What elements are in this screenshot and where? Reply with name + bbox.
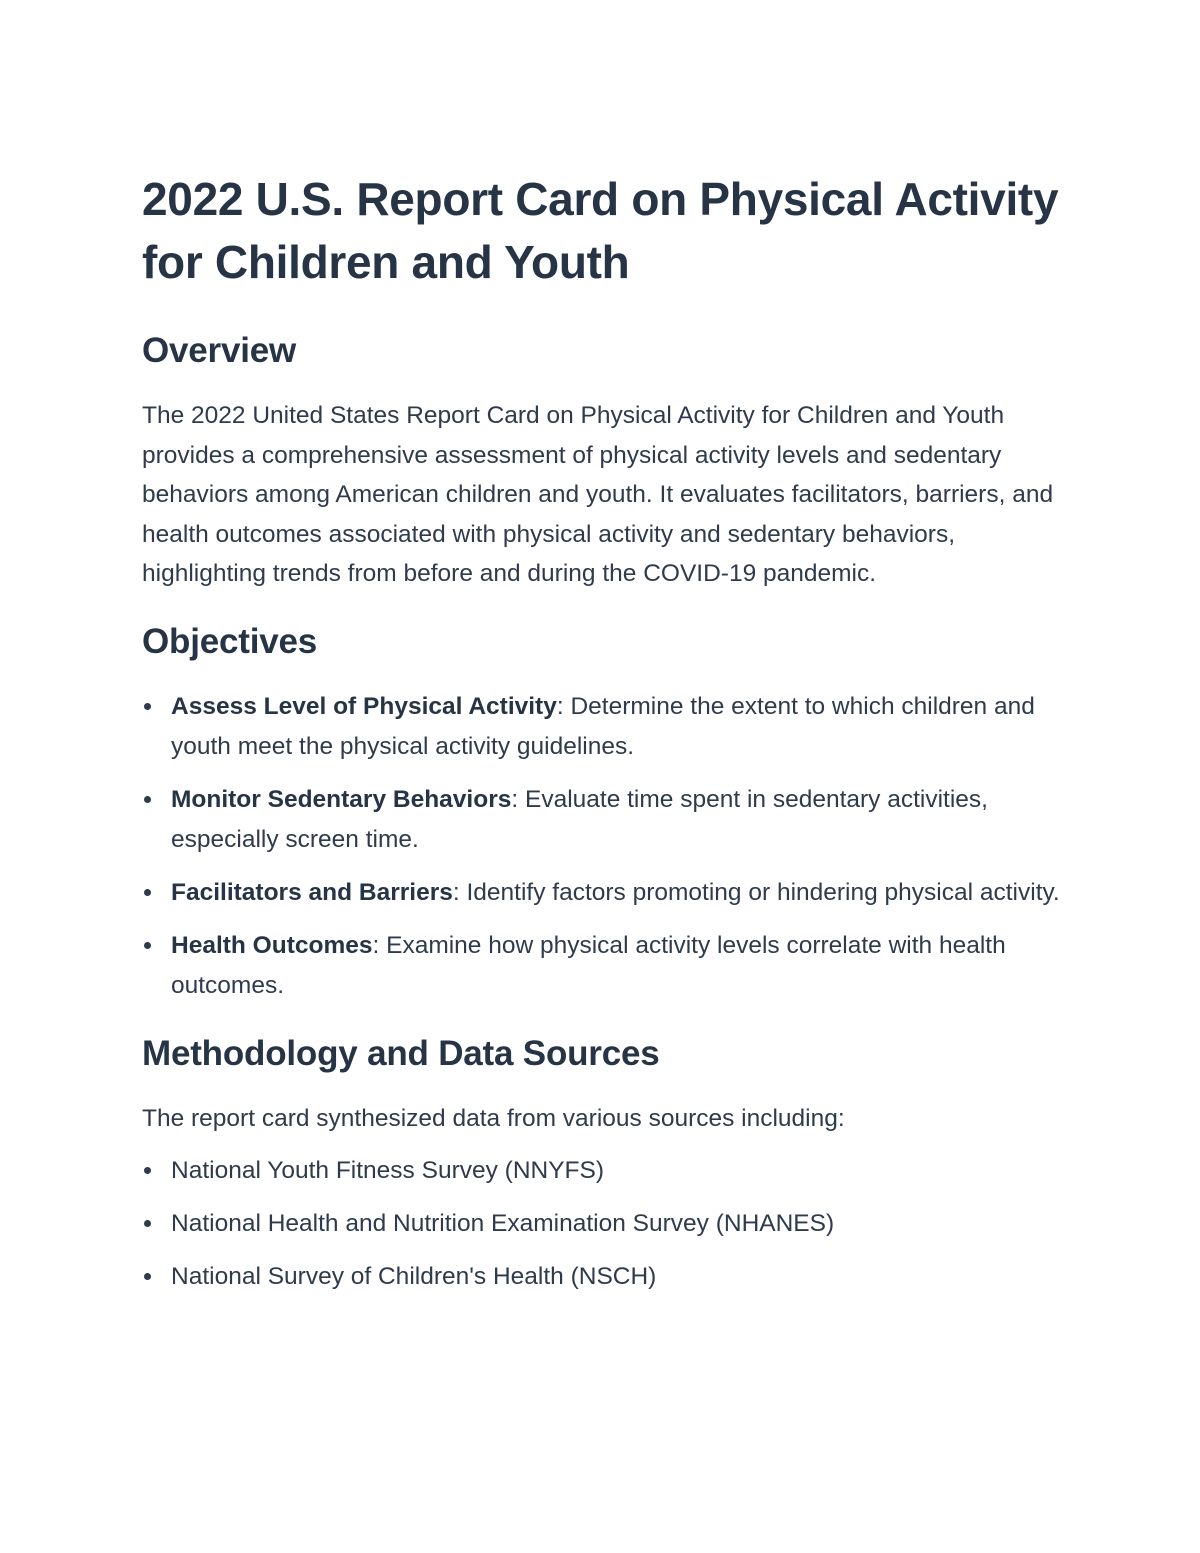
data-sources-list (142, 1151, 1062, 1297)
bullet-icon (144, 1273, 151, 1280)
objective-item (142, 873, 1062, 913)
bullet-icon (144, 942, 151, 949)
objectives-heading: Objectives (142, 621, 318, 661)
objective-term: Facilitators and Barriers (171, 878, 453, 906)
objective-description: : Determine the extent to which children and youth meet the physical activity guidelines. (171, 692, 1035, 760)
document-page (142, 168, 1062, 1297)
bullet-icon (144, 1220, 151, 1227)
data-source-label: National Youth Fitness Survey (NNYFS) (171, 1156, 605, 1184)
data-source-item (142, 1257, 1062, 1297)
data-source-label: National Health and Nutrition Examination Survey (NHANES) (171, 1209, 835, 1237)
objective-term: Health Outcomes (171, 931, 373, 959)
bullet-icon (144, 889, 151, 896)
overview-paragraph: The 2022 United States Report Card on Physical Activity for Children and Youth provides a comprehensive assessment of physical activity levels and sedentary behaviors among American children and youth. It evaluates facilitators, barriers, and health outcomes associated with physical activity and sedentary behaviors, highlighting trends from before and during the COVID-19 pandemic. (142, 402, 1054, 588)
objective-description: : Examine how physical activity levels correlate with health outcomes. (171, 931, 1006, 999)
data-source-label: National Survey of Children's Health (NSCH) (171, 1262, 657, 1290)
objectives-list (142, 687, 1062, 1006)
objective-item (142, 780, 1062, 860)
bullet-icon (144, 1167, 151, 1174)
objective-item (142, 687, 1062, 767)
methodology-heading: Methodology and Data Sources (142, 1033, 660, 1073)
bullet-icon (144, 703, 151, 710)
data-source-item (142, 1151, 1062, 1191)
objective-description: : Evaluate time spent in sedentary activities, especially screen time. (171, 785, 988, 853)
data-source-item (142, 1204, 1062, 1244)
objective-item (142, 926, 1062, 1006)
document-title: 2022 U.S. Report Card on Physical Activity for Children and Youth (142, 173, 1059, 288)
objective-term: Monitor Sedentary Behaviors (171, 785, 512, 813)
bullet-icon (144, 796, 151, 803)
methodology-intro: The report card synthesized data from various sources including: (142, 1104, 845, 1132)
objective-term: Assess Level of Physical Activity (171, 692, 557, 720)
overview-heading: Overview (142, 331, 297, 370)
objective-description: : Identify factors promoting or hindering physical activity. (452, 878, 1060, 906)
